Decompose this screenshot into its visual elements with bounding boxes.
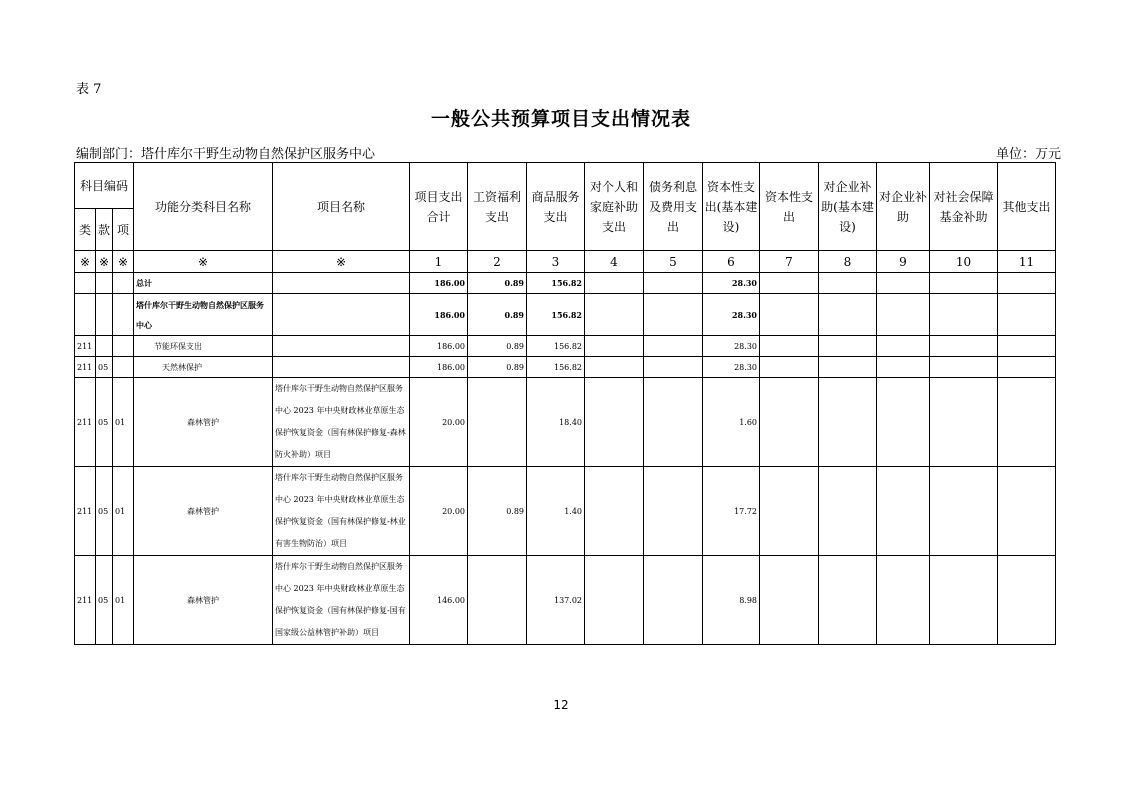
cell-func: 天然林保护 bbox=[134, 357, 273, 378]
cell-kuan bbox=[96, 294, 113, 336]
cell-value bbox=[585, 378, 644, 467]
cell-value bbox=[930, 378, 998, 467]
header-kuan: 款 bbox=[96, 209, 113, 251]
cell-value bbox=[585, 336, 644, 357]
cell-proj bbox=[273, 336, 410, 357]
cell-value: 17.72 bbox=[703, 467, 760, 556]
cell-func: 塔什库尔干野生动物自然保护区服务中心 bbox=[134, 294, 273, 336]
index-num: 11 bbox=[998, 251, 1056, 273]
cell-value: 0.89 bbox=[468, 467, 527, 556]
index-num: 6 bbox=[703, 251, 760, 273]
index-mark: ※ bbox=[96, 251, 113, 273]
index-num: 10 bbox=[930, 251, 998, 273]
cell-value: 20.00 bbox=[410, 378, 468, 467]
cell-value bbox=[760, 357, 819, 378]
cell-value: 186.00 bbox=[410, 273, 468, 294]
cell-value: 0.89 bbox=[468, 336, 527, 357]
index-mark: ※ bbox=[134, 251, 273, 273]
cell-value bbox=[998, 357, 1056, 378]
cell-value bbox=[877, 467, 930, 556]
cell-proj: 塔什库尔干野生动物自然保护区服务中心 2023 年中央财政林业草原生态保护恢复资金（国有林保护修复-森林防火补助）项目 bbox=[273, 378, 410, 467]
cell-value: 0.89 bbox=[468, 273, 527, 294]
cell-proj: 塔什库尔干野生动物自然保护区服务中心 2023 年中央财政林业草原生态保护恢复资金（国有林保护修复-林业有害生物防治）项目 bbox=[273, 467, 410, 556]
cell-value bbox=[819, 556, 877, 645]
cell-value bbox=[930, 336, 998, 357]
cell-value bbox=[644, 273, 703, 294]
cell-value: 156.82 bbox=[527, 336, 585, 357]
cell-value bbox=[998, 273, 1056, 294]
header-col-3: 商品服务支出 bbox=[527, 163, 585, 251]
cell-kuan: 05 bbox=[96, 378, 113, 467]
cell-kuan: 05 bbox=[96, 556, 113, 645]
cell-value bbox=[998, 378, 1056, 467]
cell-value bbox=[585, 294, 644, 336]
cell-value: 28.30 bbox=[703, 336, 760, 357]
cell-value: 8.98 bbox=[703, 556, 760, 645]
cell-kuan bbox=[96, 273, 113, 294]
cell-value: 156.82 bbox=[527, 294, 585, 336]
cell-value: 0.89 bbox=[468, 294, 527, 336]
index-num: 9 bbox=[877, 251, 930, 273]
department-label: 编制部门：塔什库尔干野生动物自然保护区服务中心 bbox=[76, 147, 376, 162]
header-col-10: 对社会保障基金补助 bbox=[930, 163, 998, 251]
cell-func: 总计 bbox=[134, 273, 273, 294]
cell-value bbox=[930, 467, 998, 556]
cell-value: 156.82 bbox=[527, 273, 585, 294]
cell-value bbox=[819, 336, 877, 357]
header-col-1: 项目支出合计 bbox=[410, 163, 468, 251]
cell-value bbox=[819, 467, 877, 556]
index-mark: ※ bbox=[75, 251, 96, 273]
cell-value bbox=[644, 357, 703, 378]
cell-value bbox=[760, 294, 819, 336]
index-num: 7 bbox=[760, 251, 819, 273]
header-col-11: 其他支出 bbox=[998, 163, 1056, 251]
cell-value bbox=[585, 357, 644, 378]
cell-kuan bbox=[96, 336, 113, 357]
cell-xiang bbox=[113, 273, 134, 294]
index-num: 4 bbox=[585, 251, 644, 273]
cell-value bbox=[877, 357, 930, 378]
cell-value bbox=[644, 294, 703, 336]
cell-value: 1.60 bbox=[703, 378, 760, 467]
cell-xiang: 01 bbox=[113, 556, 134, 645]
cell-proj: 塔什库尔干野生动物自然保护区服务中心 2023 年中央财政林业草原生态保护恢复资金（国有林保护修复-国有国家级公益林管护补助）项目 bbox=[273, 556, 410, 645]
header-col-7: 资本性支出 bbox=[760, 163, 819, 251]
cell-proj bbox=[273, 294, 410, 336]
cell-value bbox=[760, 467, 819, 556]
cell-value bbox=[585, 273, 644, 294]
cell-value bbox=[760, 378, 819, 467]
cell-kuan: 05 bbox=[96, 357, 113, 378]
cell-value bbox=[998, 294, 1056, 336]
cell-value bbox=[998, 556, 1056, 645]
cell-xiang: 01 bbox=[113, 467, 134, 556]
cell-value: 186.00 bbox=[410, 357, 468, 378]
cell-value bbox=[644, 336, 703, 357]
cell-xiang bbox=[113, 294, 134, 336]
cell-kuan: 05 bbox=[96, 467, 113, 556]
cell-value bbox=[877, 556, 930, 645]
cell-value bbox=[760, 556, 819, 645]
cell-value bbox=[877, 336, 930, 357]
cell-value: 28.30 bbox=[703, 294, 760, 336]
cell-value bbox=[760, 336, 819, 357]
cell-xiang: 01 bbox=[113, 378, 134, 467]
cell-value: 28.30 bbox=[703, 273, 760, 294]
cell-value bbox=[585, 467, 644, 556]
cell-value bbox=[877, 294, 930, 336]
header-func-name: 功能分类科目名称 bbox=[134, 163, 273, 251]
index-num: 8 bbox=[819, 251, 877, 273]
budget-table bbox=[74, 162, 1056, 645]
cell-lei bbox=[75, 294, 96, 336]
index-mark: ※ bbox=[113, 251, 134, 273]
table-row-project bbox=[75, 378, 1056, 467]
header-col-6: 资本性支出(基本建设) bbox=[703, 163, 760, 251]
cell-value: 186.00 bbox=[410, 294, 468, 336]
header-row-1 bbox=[75, 163, 1056, 209]
cell-lei: 211 bbox=[75, 336, 96, 357]
table-number: 表 7 bbox=[76, 82, 102, 97]
page-number: 12 bbox=[553, 698, 569, 712]
cell-value bbox=[930, 357, 998, 378]
header-subject-code: 科目编码 bbox=[75, 163, 134, 209]
cell-value bbox=[930, 273, 998, 294]
cell-proj bbox=[273, 273, 410, 294]
table-row-project bbox=[75, 556, 1056, 645]
cell-value bbox=[585, 556, 644, 645]
cell-value bbox=[644, 467, 703, 556]
cell-lei bbox=[75, 273, 96, 294]
cell-lei: 211 bbox=[75, 556, 96, 645]
cell-value bbox=[468, 556, 527, 645]
header-lei: 类 bbox=[75, 209, 96, 251]
cell-value: 156.82 bbox=[527, 357, 585, 378]
cell-xiang bbox=[113, 357, 134, 378]
cell-value bbox=[760, 273, 819, 294]
cell-func: 节能环保支出 bbox=[134, 336, 273, 357]
cell-func: 森林管护 bbox=[134, 378, 273, 467]
table-row-project bbox=[75, 467, 1056, 556]
cell-value: 1.40 bbox=[527, 467, 585, 556]
cell-value bbox=[468, 378, 527, 467]
unit-label: 单位：万元 bbox=[996, 147, 1062, 162]
index-num: 1 bbox=[410, 251, 468, 273]
cell-func: 森林管护 bbox=[134, 467, 273, 556]
cell-value bbox=[819, 294, 877, 336]
cell-lei: 211 bbox=[75, 378, 96, 467]
cell-proj bbox=[273, 357, 410, 378]
table-row bbox=[75, 336, 1056, 357]
cell-value: 20.00 bbox=[410, 467, 468, 556]
header-col-9: 对企业补助 bbox=[877, 163, 930, 251]
header-col-4: 对个人和家庭补助支出 bbox=[585, 163, 644, 251]
cell-lei: 211 bbox=[75, 357, 96, 378]
cell-lei: 211 bbox=[75, 467, 96, 556]
cell-value bbox=[644, 556, 703, 645]
cell-value bbox=[930, 556, 998, 645]
index-num: 5 bbox=[644, 251, 703, 273]
table-row bbox=[75, 357, 1056, 378]
cell-value bbox=[998, 467, 1056, 556]
header-xiang: 项 bbox=[113, 209, 134, 251]
cell-value: 146.00 bbox=[410, 556, 468, 645]
table-row-unit bbox=[75, 294, 1056, 336]
cell-value: 18.40 bbox=[527, 378, 585, 467]
page-title: 一般公共预算项目支出情况表 bbox=[430, 108, 691, 130]
cell-value: 186.00 bbox=[410, 336, 468, 357]
cell-value: 28.30 bbox=[703, 357, 760, 378]
cell-value bbox=[877, 378, 930, 467]
cell-func: 森林管护 bbox=[134, 556, 273, 645]
cell-xiang bbox=[113, 336, 134, 357]
cell-value bbox=[819, 378, 877, 467]
header-col-8: 对企业补助(基本建设) bbox=[819, 163, 877, 251]
table-row-total bbox=[75, 273, 1056, 294]
cell-value: 137.02 bbox=[527, 556, 585, 645]
cell-value bbox=[930, 294, 998, 336]
cell-value: 0.89 bbox=[468, 357, 527, 378]
index-mark: ※ bbox=[273, 251, 410, 273]
cell-value bbox=[819, 273, 877, 294]
header-col-2: 工资福利支出 bbox=[468, 163, 527, 251]
cell-value bbox=[644, 378, 703, 467]
index-num: 2 bbox=[468, 251, 527, 273]
cell-value bbox=[877, 273, 930, 294]
cell-value bbox=[819, 357, 877, 378]
cell-value bbox=[998, 336, 1056, 357]
index-row bbox=[75, 251, 1056, 273]
index-num: 3 bbox=[527, 251, 585, 273]
header-proj-name: 项目名称 bbox=[273, 163, 410, 251]
header-col-5: 债务利息及费用支出 bbox=[644, 163, 703, 251]
